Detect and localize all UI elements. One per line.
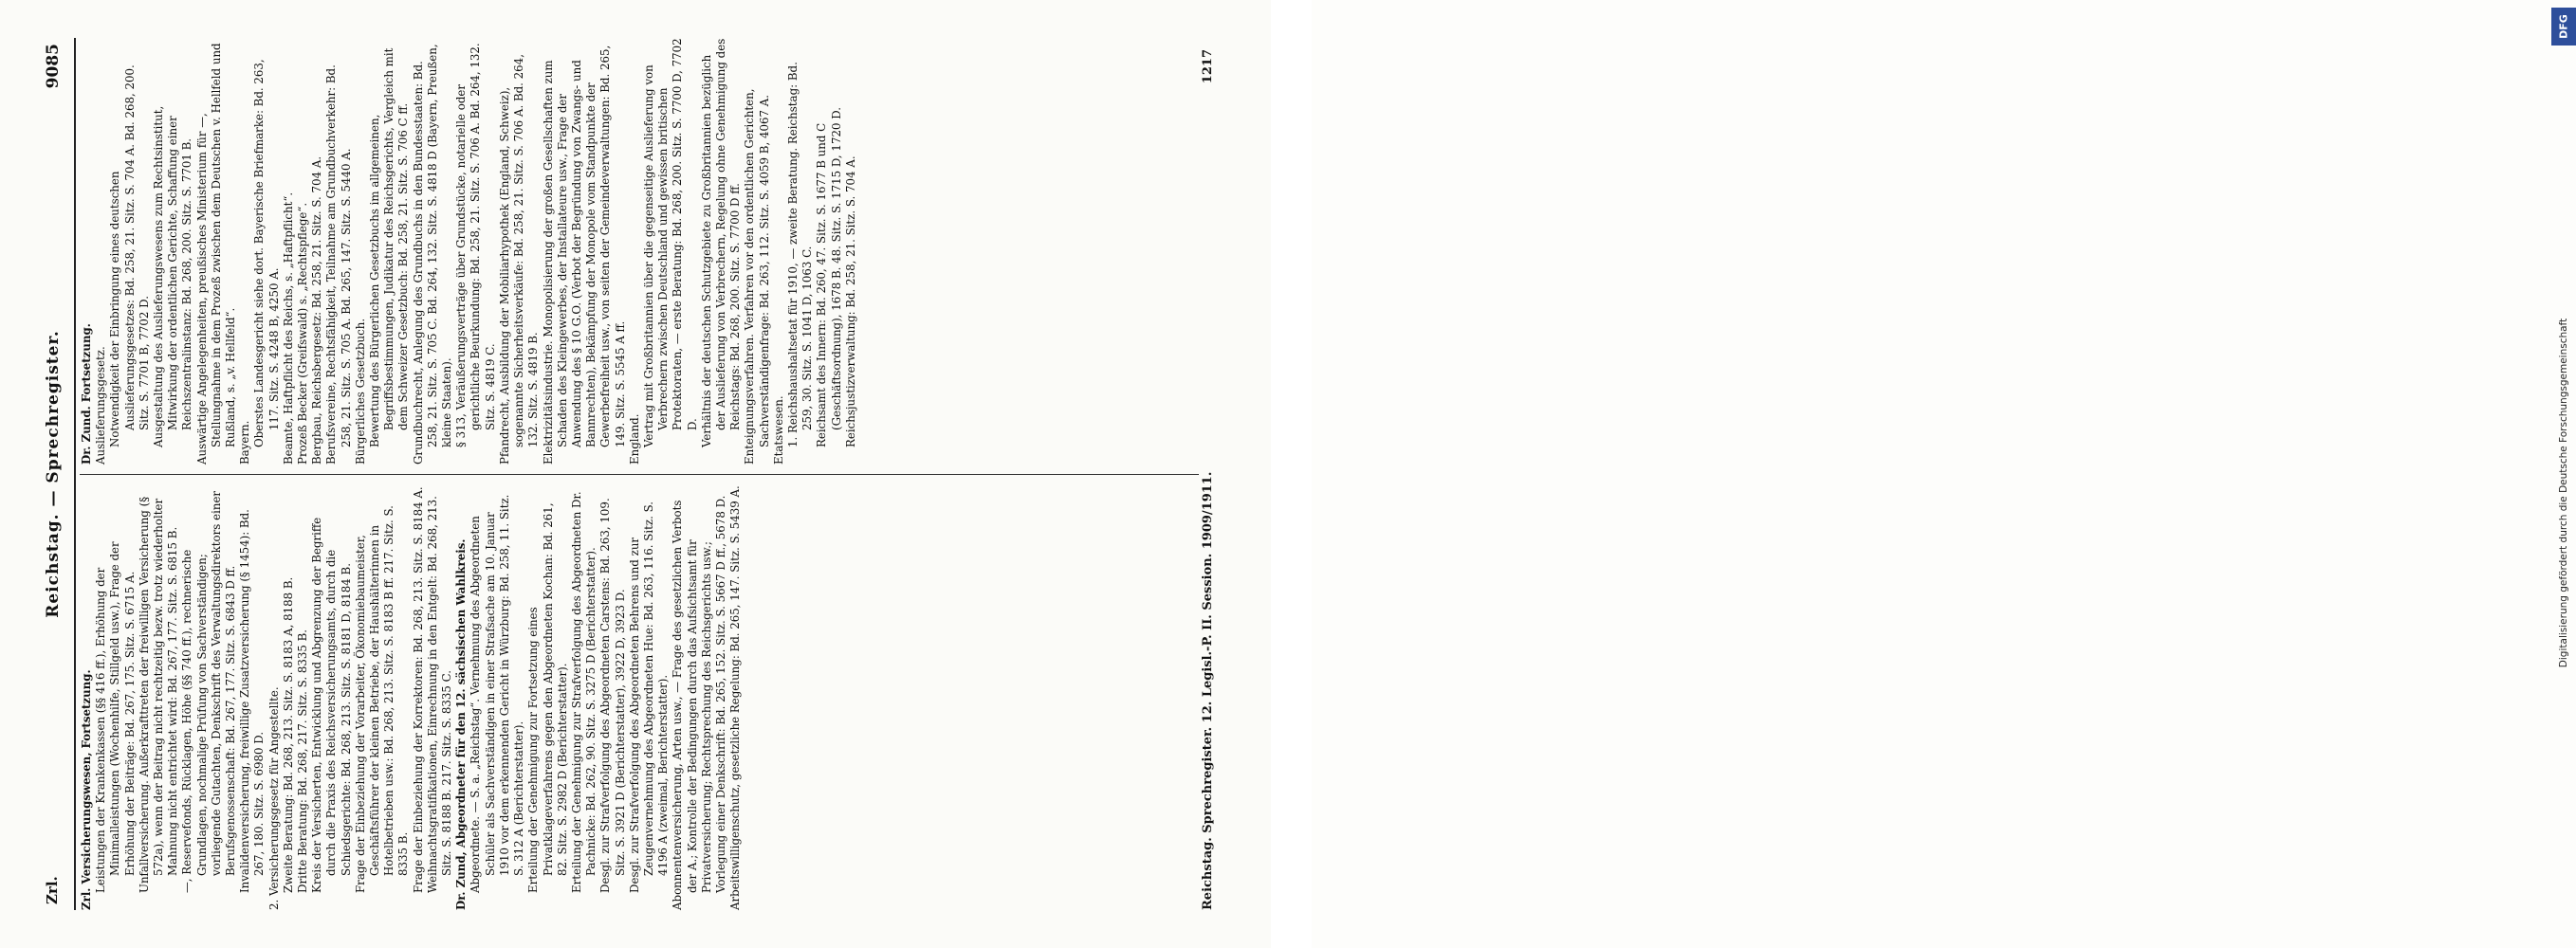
- register-entry: Desgl. zur Strafverfolgung des Abgeordneten Behrens und zur Zeugenvernehmung des Abgeordneten Hue: Bd. 263, 116. Sitz. S. 4196 A (zweimal, Berichterstatter).: [627, 501, 671, 893]
- right-column: [80, 38, 858, 465]
- sheet-number: 1217: [1201, 49, 1215, 84]
- register-entry: Etatswesen.: [771, 395, 785, 465]
- register-entry: Zweite Beratung: Bd. 268, 213. Sitz. S. 8183 A, 8188 B.: [281, 576, 295, 893]
- register-entry: Oberstes Landesgericht siehe dort. Bayerische Briefmarke: Bd. 263, 117. Sitz. S. 4248 B, 4250 A.: [252, 59, 281, 447]
- register-entry: Verhältnis der deutschen Schutzgebiete zu Großbritannien bezüglich der Auslieferung von Verbrechern, Regelung ohne Genehmigung des Reichstags: Bd. 268, 200. Sitz. S. 7700 D ff.: [699, 38, 743, 447]
- register-entry: Abonnentenversicherung, Arten usw., — Frage des gesetzlichen Verbots der A.; Kontrolle der Bedingungen durch das Aufsichtsamt für Privatversicherung; Rechtsprechung des Reichsgerichts usw.; Vorlegung einer Denkschrift: Bd. 265, 152. Sitz. S. 5667 D ff., 5678 D.: [671, 495, 727, 910]
- header-left: Zrl.: [44, 876, 61, 904]
- register-entry: Ausgestaltung des Auslieferungswesens zum Rechtsinstitut, Mitwirkung der ordentlichen Gerichte, Schaffung einer Reichszentralinstanz: Bd. 268, 200. Sitz. S. 7701 B.: [152, 105, 194, 447]
- register-entry: Frage der Einbeziehung der Vorarbeiter, Ökonomiebaumeister, Geschäftsführer der kleinen Betriebe, der Haushälterinnen in Hotelbetrieben usw.: Bd. 268, 213. Sitz. S. 8183 B ff. 217. Sitz. S. 8335 B.: [353, 505, 411, 893]
- page-title: Reichstag. — Sprechregister.: [44, 330, 63, 618]
- register-entry: Arbeitswilligenschutz, gesetzliche Regelung: Bd. 265, 147. Sitz. S. 5439 A.: [728, 485, 743, 910]
- register-entry: Dr. Zund, Abgeordneter für den 12. sächsischen Wahlkreis.: [454, 538, 469, 910]
- register-entry: Auslieferungsgesetz.: [94, 346, 108, 465]
- register-entry: Weihnachtsgratifikationen, Einrechnung in den Entgelt: Bd. 268, 213. Sitz. S. 8188 B. 217. Sitz. S. 8335 C.: [425, 496, 454, 893]
- register-entry: Bayern.: [238, 420, 252, 465]
- register-entry: Leistungen der Krankenkassen (§§ 416 ff.), Erhöhung der Minimalleistungen (Wochenhilfe, Stillgeld usw.), Frage der Erhöhung der Beiträge: Bd. 267, 175. Sitz. S. 6715 A.: [94, 541, 137, 893]
- register-entry: Vertrag mit Großbritannien über die gegenseitige Auslieferung von Verbrechern zwischen Deutschland und gewissen britischen Protektoraten, — erste Beratung: Bd. 268, 200. Sitz. S. 7700 D, 7702 D.: [641, 38, 699, 447]
- digitization-margin: [1271, 0, 2570, 948]
- register-entry: Berufsvereine, Rechtsfähigkeit, Teilnahme am Grundbuchverkehr: Bd. 258, 21. Sitz. S. 705 A. Bd. 265, 147. Sitz. S. 5440 A.: [324, 64, 353, 465]
- register-entry: Kreis der Versicherten, Entwicklung und Abgrenzung der Begriffe durch die Praxis des Reichsversicherungsamts, durch die Schiedsgerichte: Bd. 268, 213. Sitz. S. 8181 D, 8184 B.: [310, 517, 353, 893]
- register-entry: Reichsjustizverwaltung: Bd. 258, 21. Sitz. S. 704 A.: [843, 155, 857, 447]
- register-entry: Auswärtige Angelegenheiten, preußisches Ministerium für —, Stellungnahme in dem Prozeß zwischen dem Deutschen v. Hellfeld und Rußland, s. „v. Hellfeld“.: [194, 43, 238, 465]
- digitization-note: Digitalisierung gefördert durch die Deutsche Forschungsgemeinschaft: [2558, 318, 2569, 668]
- register-entry: Notwendigkeit der Einbringung eines deutschen Auslieferungsgesetzes: Bd. 258, 21. Sitz. S. 704 A. Bd. 268, 200. Sitz. S. 7701 B, 7702 D.: [108, 64, 151, 447]
- header-rule: [74, 38, 76, 910]
- dfg-logo: [2551, 8, 2576, 46]
- register-entry: Pfandrecht, Ausbildung der Mobiliarhypothek (England, Schweiz), sogenannte Sicherheitsverkäufe: Bd. 258, 21. Sitz. S. 706 A. Bd. 264, 132. Sitz. S. 4819 B.: [497, 54, 541, 465]
- register-entry: Bergbau, Reichsbergesetz: Bd. 258, 21. Sitz. S. 704 A.: [310, 155, 324, 465]
- register-entry: Beamte, Haftpflicht des Reichs, s. „Haftpflicht“.: [281, 191, 295, 465]
- register-entry: Erteilung der Genehmigung zur Fortsetzung eines Privatklageverfahrens gegen den Abgeordneten Kochan: Bd. 261, 82. Sitz. S. 2982 D (Berichterstatter).: [526, 502, 569, 893]
- register-entry: Enteignungsverfahren. Verfahren vor den ordentlichen Gerichten, Sachverständigenfrage: Bd. 263, 112. Sitz. S. 4059 B, 4067 A.: [743, 88, 771, 465]
- register-entry: Bewertung des Bürgerlichen Gesetzbuchs im allgemeinen, Begriffsbestimmungen, Judikatur des Reichsgerichts, Vergleich mit dem Schweizer Gesetzbuch: Bd. 258, 21. Sitz. S. 706 C ff.: [368, 47, 411, 447]
- left-column: [80, 485, 743, 910]
- rotated-register-page: [38, 38, 1242, 910]
- register-entry: Abgeordnete. — S. a. „Reichstag“. Vernehmung des Abgeordneten Schüler als Sachverständigen in einer Strafsache am 10. Januar 1910 vor dem erkennenden Gericht in Würzburg: Bd. 258, 11. Sitz. S. 312 A (Berichterstatter).: [469, 494, 526, 893]
- page-header: [38, 38, 76, 910]
- register-entry: Erteilung der Genehmigung zur Strafverfolgung des Abgeordneten Dr. Pachnicke: Bd. 262, 90. Sitz. S. 3275 D (Berichterstatter).: [569, 491, 598, 893]
- register-entry: —, Reservefonds, Rücklagen, Höhe (§§ 740 ff.), rechnerische Grundlagen, nochmalige Prüfung von Sachverständigen; vorliegende Gutachten, Denkschrift des Verwaltungsdirektors einer Berufsgenossenschaft: Bd. 267, 177. Sitz. S. 6843 D ff.: [180, 490, 238, 893]
- footer-text: Reichstag. Sprechregister. 12. Legisl.-P. II. Session. 1909/1911.: [1201, 471, 1215, 910]
- register-entry: Elektrizitätsindustrie. Monopolisierung der großen Gesellschaften zum Schaden des Kleingewerbes, der Installateure usw., Frage der Anwendung des § 10 G.O. (Verbot der Begründung von Zwangs- und Bannrechten), Bekämpfung der Monopole vom Standpunkte der Gewerbefreiheit usw., von seiten der Gemeindeverwaltungen: Bd. 265, 149. Sitz. S. 5545 A ff.: [541, 45, 627, 465]
- register-entry: Zrl. Versicherungswesen, Fortsetzung.: [80, 669, 93, 910]
- column-divider: [80, 474, 1199, 475]
- page-footer: [1201, 38, 1215, 910]
- register-entry: Desgl. zur Strafverfolgung des Abgeordneten Carstens: Bd. 263, 109. Sitz. S. 3921 D (Berichterstatter), 3922 D, 3923 D.: [598, 498, 627, 893]
- register-entry: Bürgerliches Gesetzbuch.: [353, 318, 367, 465]
- register-entry: Reichsamt des Innern: Bd. 260, 47. Sitz. S. 1677 B und C (Geschäftsordnung), 1678 B. 48. Sitz. S. 1715 D, 1720 D.: [815, 107, 843, 447]
- dfg-logo-text: DFG: [2557, 14, 2570, 39]
- register-entry: Grundbuchrecht, Anlegung des Grundbuchs in den Bundesstaaten: Bd. 258, 21. Sitz. S. 705 C. Bd. 264, 132. Sitz. S. 4818 D (Bayern, Preußen, kleine Staaten).: [411, 44, 454, 465]
- register-entry: Prozeß Becker (Greifswald) s. „Rechtspflege“.: [296, 202, 310, 465]
- register-entry: England.: [627, 413, 641, 465]
- register-entry: 2. Versicherungsgesetz für Angestellte.: [267, 686, 281, 910]
- register-entry: Dritte Beratung: Bd. 268, 217. Sitz. S. 8335 B.: [296, 629, 310, 893]
- register-entry: Dr. Zund. Fortsetzung.: [80, 323, 93, 465]
- register-entry: Invalidenversicherung, freiwillige Zusatzversicherung (§ 1454): Bd. 267, 180. Sitz. S. 6980 D.: [238, 509, 267, 893]
- register-entry: 1. Reichshaushaltsetat für 1910, — zweite Beratung. Reichstag: Bd. 259, 30. Sitz. S. 1041 D, 1063 C.: [785, 62, 815, 447]
- register-entry: § 313, Veräußerungsverträge über Grundstücke, notarielle oder gerichtliche Beurkundung: Bd. 258, 21. Sitz. S. 706 A. Bd. 264, 132. Sitz. S. 4819 C.: [454, 43, 497, 447]
- page-number: 9085: [44, 44, 63, 89]
- register-entry: Frage der Einbeziehung der Korrektoren: Bd. 268, 213. Sitz. S. 8184 A.: [411, 486, 425, 893]
- register-entry: Unfallversicherung. Außerkrafttreten der freiwilligen Versicherung (§ 572a), wenn der Beitrag nicht rechtzeitig bezw. trotz wiederholter Mahnung nicht entrichtet wird: Bd. 267, 177. Sitz. S. 6815 B.: [137, 496, 180, 893]
